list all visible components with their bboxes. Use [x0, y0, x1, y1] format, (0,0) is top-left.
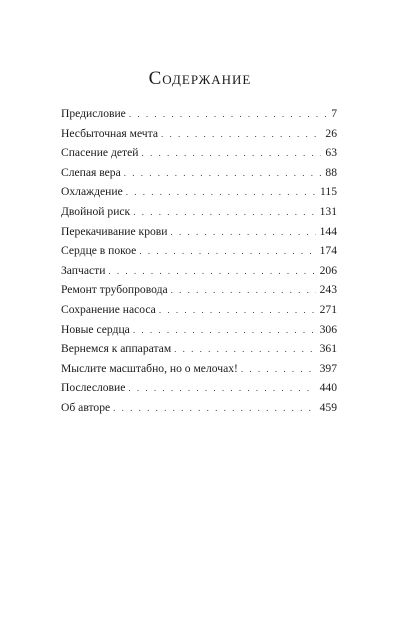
toc-entry-page: 7	[331, 107, 337, 120]
toc-entry	[61, 401, 337, 421]
toc-entry	[61, 127, 337, 147]
toc-entry-page: 459	[319, 400, 337, 414]
toc-entry-page: 144	[319, 224, 337, 238]
dot-leader	[133, 207, 315, 217]
toc-entry-page: 88	[325, 165, 337, 179]
dot-leader	[171, 285, 316, 295]
toc-entry	[61, 107, 337, 127]
dot-leader	[124, 168, 322, 178]
dot-leader	[113, 403, 315, 413]
toc-entry-title: Спасение детей	[61, 146, 139, 160]
toc-entry	[61, 381, 337, 401]
dot-leader	[139, 246, 315, 256]
dot-leader	[161, 129, 321, 139]
toc-entry-title: Запчасти	[61, 263, 106, 277]
toc-entry-title: Мыслите масштабно, но о мелочах!	[61, 361, 238, 375]
toc-entry-title: Несбыточная мечта	[61, 126, 158, 140]
dot-leader	[170, 227, 315, 237]
toc-entry-page: 397	[319, 361, 337, 375]
dot-leader	[141, 148, 321, 158]
toc-entry-title: Ремонт трубопровода	[61, 283, 168, 297]
toc-entry-page: 243	[319, 283, 337, 297]
toc-entry	[61, 303, 337, 323]
toc-entry-page: 361	[319, 342, 337, 356]
toc-entry	[61, 244, 337, 264]
toc-entry-page: 131	[319, 204, 337, 218]
toc-entry	[61, 323, 337, 343]
dot-leader	[241, 364, 316, 374]
toc-entry-title: Перекачивание крови	[61, 224, 168, 238]
dot-leader	[128, 383, 315, 393]
toc-entry-title: Сердце в покое	[61, 244, 137, 258]
table-of-contents	[61, 107, 337, 421]
toc-entry	[61, 362, 337, 382]
toc-entry	[61, 185, 337, 205]
toc-entry	[61, 283, 337, 303]
toc-entry-title: Об авторе	[61, 400, 111, 414]
toc-entry-title: Двойной риск	[61, 204, 131, 218]
dot-leader	[174, 344, 315, 354]
toc-entry	[61, 205, 337, 225]
toc-entry-title: Новые сердца	[61, 322, 130, 336]
toc-entry-title: Предисловие	[61, 107, 126, 120]
dot-leader	[129, 109, 327, 119]
toc-entry-page: 306	[319, 322, 337, 336]
dot-leader	[126, 187, 316, 197]
toc-entry-page: 206	[319, 263, 337, 277]
toc-entry-title: Слепая вера	[61, 165, 121, 179]
toc-entry-title: Охлаждение	[61, 185, 123, 199]
toc-entry	[61, 264, 337, 284]
toc-entry	[61, 342, 337, 362]
toc-entry-page: 271	[319, 302, 337, 316]
page-title: Содержание	[148, 68, 252, 89]
toc-entry	[61, 166, 337, 186]
dot-leader	[133, 325, 316, 335]
toc-entry-title: Вернемся к аппаратам	[61, 342, 172, 356]
toc-entry-page: 174	[319, 244, 337, 258]
dot-leader	[159, 305, 316, 315]
toc-entry-page: 26	[325, 126, 337, 140]
toc-entry-page: 440	[319, 381, 337, 395]
toc-entry-page: 63	[325, 146, 337, 160]
toc-entry-title: Послесловие	[61, 381, 126, 395]
dot-leader	[108, 266, 315, 276]
toc-entry	[61, 225, 337, 245]
toc-entry-title: Сохранение насоса	[61, 302, 156, 316]
toc-entry-page: 115	[320, 185, 337, 199]
toc-entry	[61, 146, 337, 166]
